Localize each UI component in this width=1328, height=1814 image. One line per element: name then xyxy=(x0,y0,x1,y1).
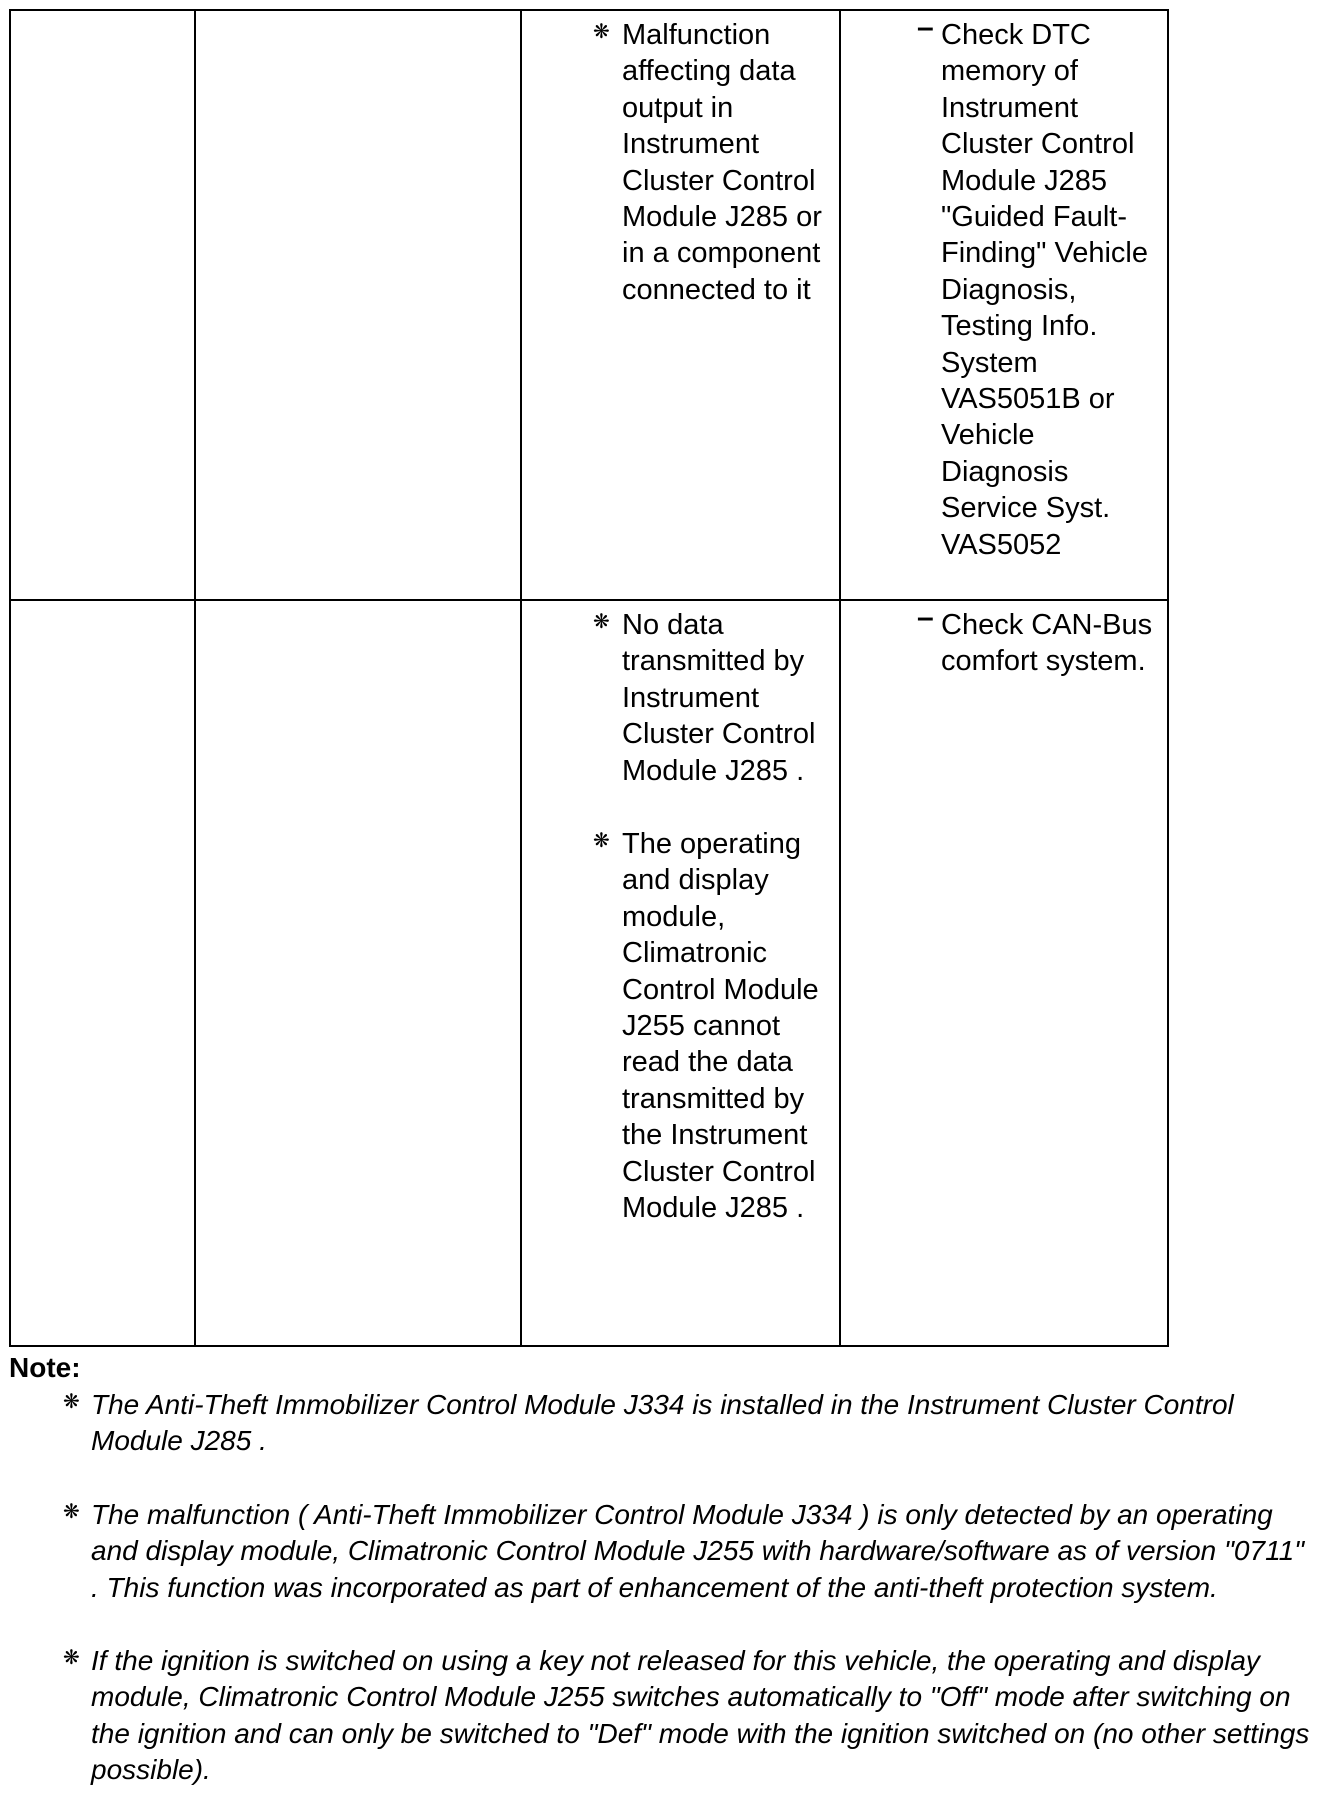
cause-text: Malfunction affecting data output in Instrument Cluster Control Module J285 or in a component connected to it xyxy=(622,19,822,306)
asterisk-bullet-icon: ❋ xyxy=(593,21,610,43)
cause-list-item xyxy=(522,17,839,308)
dash-bullet-icon: – xyxy=(917,601,934,634)
note-text: If the ignition is switched on using a key not released for this vehicle, the operating and display module, Climatronic Control Module J255 switches automatically to "Off" mode after switching on the ignition and can only be switched to "Def" mode with the ignition switched on (no other settings possible). xyxy=(91,1645,1310,1786)
remedy-text: Check DTC memory of Instrument Cluster Control Module J285 "Guided Fault-Finding" Vehicle Diagnosis, Testing Info. System VAS5051B or Vehicle Diagnosis Service Syst. VAS5052 xyxy=(941,19,1148,561)
dash-bullet-icon: – xyxy=(917,11,934,44)
asterisk-bullet-icon: ❋ xyxy=(593,611,610,633)
table-cell-empty xyxy=(195,10,521,600)
diagnosis-table xyxy=(9,9,1169,1347)
cause-cell xyxy=(521,600,840,1346)
remedy-cell xyxy=(840,10,1168,600)
asterisk-bullet-icon: ❋ xyxy=(593,830,610,853)
note-list-item xyxy=(9,1387,1319,1460)
note-text: The Anti-Theft Immobilizer Control Module J334 is installed in the Instrument Cluster Control Module J285 . xyxy=(91,1389,1234,1457)
cause-cell xyxy=(521,10,840,600)
remedy-list-item xyxy=(841,11,1167,563)
note-section xyxy=(9,1353,1319,1789)
remedy-text: Check CAN-Bus comfort system. xyxy=(941,609,1153,678)
note-heading: Note: xyxy=(9,1352,81,1383)
remedy-cell xyxy=(840,600,1168,1346)
cause-list-item xyxy=(522,826,839,1226)
table-row xyxy=(10,10,1168,600)
remedy-list-item xyxy=(841,601,1167,680)
note-text: The malfunction ( Anti-Theft Immobilizer Control Module J334 ) is only detected by an operating and display module, Climatronic Control Module J255 with hardware/software as of version "0711" . This function was incorporated as part of enhancement of the anti-theft protection system. xyxy=(91,1498,1305,1603)
asterisk-bullet-icon: ❋ xyxy=(63,1500,80,1523)
note-list-item xyxy=(9,1643,1319,1789)
cause-text: No data transmitted by Instrument Cluster Control Module J285 . xyxy=(622,609,816,787)
table-row xyxy=(10,600,1168,1346)
asterisk-bullet-icon: ❋ xyxy=(63,1391,80,1413)
table-cell-empty xyxy=(195,600,521,1346)
table-cell-empty xyxy=(10,10,195,600)
table-cell-empty xyxy=(10,600,195,1346)
cause-text: The operating and display module, Climatronic Control Module J255 cannot read the data transmitted by the Instrument Cluster Control Module J285 . xyxy=(622,828,819,1225)
note-list-item xyxy=(9,1497,1319,1606)
cause-list-item xyxy=(522,607,839,789)
asterisk-bullet-icon: ❋ xyxy=(63,1647,80,1670)
